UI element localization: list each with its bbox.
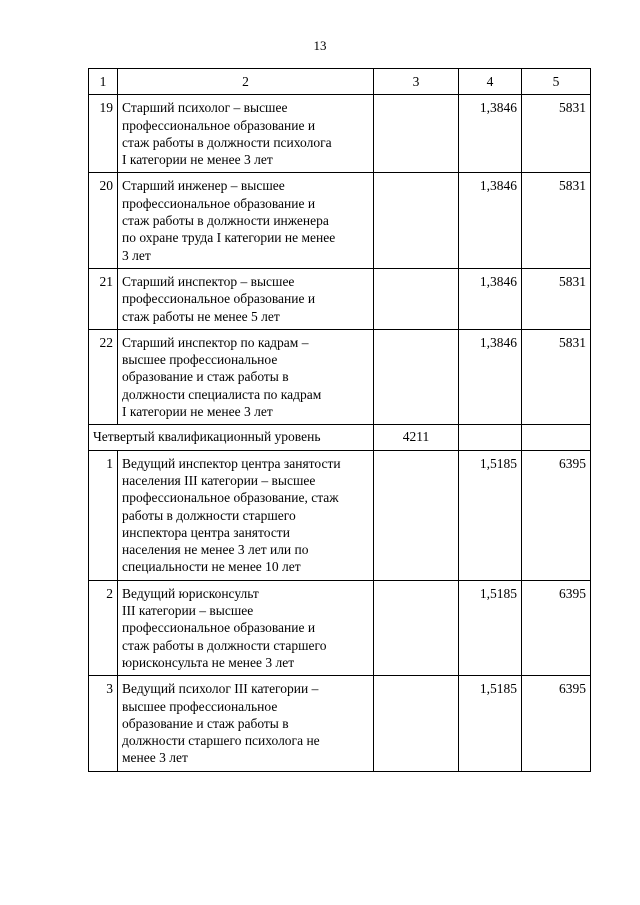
description-line: высшее профессиональное <box>122 698 278 714</box>
coefficient-cell: 1,3846 <box>459 95 522 173</box>
description-line: профессиональное образование, стаж <box>122 490 339 506</box>
code-cell <box>374 268 459 329</box>
description-line: образование и стаж работы в <box>122 369 289 385</box>
description-line: работы в должности старшего <box>122 507 296 523</box>
position-description <box>118 268 374 329</box>
position-description <box>118 173 374 268</box>
description-line: Старший инспектор по кадрам – <box>122 334 309 350</box>
description-line: 3 лет <box>122 247 151 263</box>
description-line: населения не менее 3 лет или по <box>122 542 309 558</box>
row-number: 19 <box>89 95 118 173</box>
page-number: 13 <box>313 38 327 53</box>
section-row <box>89 425 591 450</box>
position-description <box>118 450 374 580</box>
description-line: профессиональное образование и <box>122 117 316 133</box>
row-number: 1 <box>89 450 118 580</box>
description-line: стаж работы в должности старшего <box>122 637 327 653</box>
header-col-5: 5 <box>522 69 591 95</box>
code-cell <box>374 95 459 173</box>
coefficient-cell: 1,3846 <box>459 268 522 329</box>
row-number: 2 <box>89 580 118 675</box>
description-line: профессиональное образование и <box>122 620 316 636</box>
header-col-2: 2 <box>118 69 374 95</box>
description-line: Ведущий психолог III категории – <box>122 681 319 697</box>
salary-cell: 6395 <box>522 676 591 771</box>
code-cell <box>374 173 459 268</box>
code-cell <box>374 450 459 580</box>
description-line: населения III категории – высшее <box>122 472 316 488</box>
description-line: юрисконсульта не менее 3 лет <box>122 654 295 670</box>
description-line: Старший инженер – высшее <box>122 178 285 194</box>
description-line: I категории не менее 3 лет <box>122 404 273 420</box>
table-row <box>89 173 591 268</box>
table-header-row <box>89 69 591 95</box>
code-cell <box>374 676 459 771</box>
description-line: I категории не менее 3 лет <box>122 152 273 168</box>
section-code: 4211 <box>374 425 459 450</box>
row-number: 22 <box>89 329 118 424</box>
empty-cell <box>522 425 591 450</box>
table-row <box>89 450 591 580</box>
description-line: инспектора центра занятости <box>122 524 290 540</box>
salary-cell: 5831 <box>522 268 591 329</box>
description-line: Старший психолог – высшее <box>122 100 288 116</box>
description-line: менее 3 лет <box>122 750 188 766</box>
table-row <box>89 580 591 675</box>
salary-cell: 6395 <box>522 580 591 675</box>
code-cell <box>374 329 459 424</box>
description-line: высшее профессиональное <box>122 352 278 368</box>
section-label: Четвертый квалификационный уровень <box>89 425 374 450</box>
description-line: должности специалиста по кадрам <box>122 386 322 402</box>
table-row <box>89 95 591 173</box>
header-col-3: 3 <box>374 69 459 95</box>
coefficient-cell: 1,3846 <box>459 329 522 424</box>
row-number: 20 <box>89 173 118 268</box>
description-line: Старший инспектор – высшее <box>122 273 295 289</box>
qualification-table <box>88 68 591 772</box>
position-description <box>118 580 374 675</box>
coefficient-cell: 1,5185 <box>459 676 522 771</box>
position-description <box>118 95 374 173</box>
row-number: 3 <box>89 676 118 771</box>
description-line: профессиональное образование и <box>122 195 316 211</box>
salary-cell: 5831 <box>522 173 591 268</box>
description-line: специальности не менее 10 лет <box>122 559 301 575</box>
description-line: стаж работы не менее 5 лет <box>122 308 280 324</box>
description-line: III категории – высшее <box>122 603 254 619</box>
salary-cell: 5831 <box>522 95 591 173</box>
empty-cell <box>459 425 522 450</box>
description-line: по охране труда I категории не менее <box>122 230 336 246</box>
row-number: 21 <box>89 268 118 329</box>
coefficient-cell: 1,5185 <box>459 450 522 580</box>
description-line: образование и стаж работы в <box>122 715 289 731</box>
table-row <box>89 268 591 329</box>
position-description <box>118 329 374 424</box>
code-cell <box>374 580 459 675</box>
description-line: Ведущий юрисконсульт <box>122 585 259 601</box>
coefficient-cell: 1,5185 <box>459 580 522 675</box>
table-row <box>89 329 591 424</box>
salary-cell: 6395 <box>522 450 591 580</box>
description-line: профессиональное образование и <box>122 291 316 307</box>
description-line: стаж работы в должности психолога <box>122 134 332 150</box>
position-description <box>118 676 374 771</box>
table-row <box>89 676 591 771</box>
description-line: Ведущий инспектор центра занятости <box>122 455 341 471</box>
header-col-1: 1 <box>89 69 118 95</box>
description-line: стаж работы в должности инженера <box>122 213 329 229</box>
description-line: должности старшего психолога не <box>122 733 320 749</box>
coefficient-cell: 1,3846 <box>459 173 522 268</box>
header-col-4: 4 <box>459 69 522 95</box>
salary-cell: 5831 <box>522 329 591 424</box>
